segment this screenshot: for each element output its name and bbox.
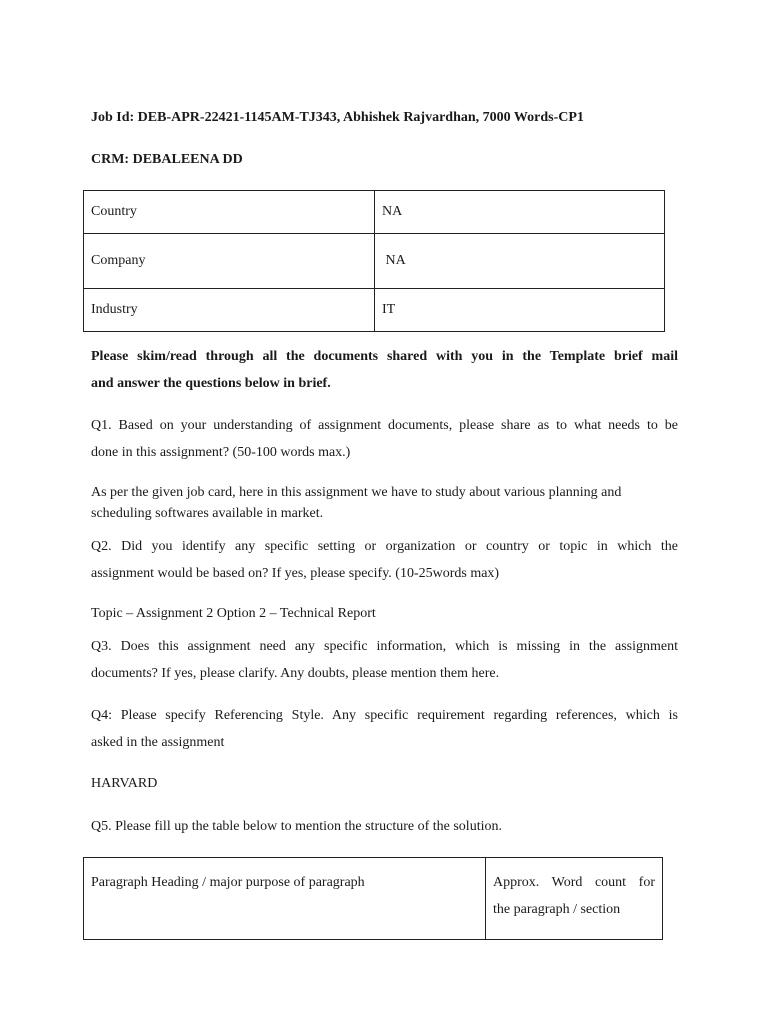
q3-question [91, 633, 678, 687]
company-label: Company [84, 234, 375, 289]
q2-line-2: assignment would be based on? If yes, please specify. (10-25words max) [91, 566, 500, 581]
table-row [84, 289, 665, 332]
industry-label: Industry [84, 289, 375, 332]
q1-answer [91, 482, 678, 524]
structure-col2-header [486, 858, 663, 940]
instructions-paragraph [91, 343, 678, 397]
table-row [84, 858, 663, 940]
country-label: Country [84, 191, 375, 234]
crm-line: CRM: DEBALEENA DD [91, 152, 243, 167]
job-id-line: Job Id: DEB-APR-22421-1145AM-TJ343, Abhishek Rajvardhan, 7000 Words-CP1 [91, 110, 584, 125]
q4-line-2: asked in the assignment [91, 735, 225, 750]
q2-line-1: Q2. Did you identify any specific setting or organization or country or topic in which the [91, 539, 678, 554]
q5-question: Q5. Please fill up the table below to mention the structure of the solution. [91, 819, 502, 834]
q1-line-2: done in this assignment? (50-100 words max.) [91, 445, 351, 460]
q2-answer: Topic – Assignment 2 Option 2 – Technical Report [91, 606, 376, 621]
structure-table [83, 857, 663, 940]
structure-col2-header-line-1: Approx. Word count for [493, 875, 655, 890]
q1-line-1: Q1. Based on your understanding of assignment documents, please share as to what needs to be [91, 418, 678, 433]
q1-answer-line-1: As per the given job card, here in this assignment we have to study about various planning and [91, 485, 622, 500]
structure-col1-header: Paragraph Heading / major purpose of paragraph [84, 858, 486, 940]
q4-line-1: Q4: Please specify Referencing Style. Any specific requirement regarding references, which is [91, 708, 678, 723]
instructions-line-1: Please skim/read through all the documents shared with you in the Template brief mail [91, 349, 678, 364]
company-value: NA [375, 234, 665, 289]
table-row [84, 191, 665, 234]
q1-answer-line-2: scheduling softwares available in market. [91, 506, 324, 521]
q3-line-2: documents? If yes, please clarify. Any doubts, please mention them here. [91, 666, 500, 681]
q2-question [91, 533, 678, 587]
info-table [83, 190, 665, 332]
q3-line-1: Q3. Does this assignment need any specific information, which is missing in the assignment [91, 639, 678, 654]
instructions-line-2: and answer the questions below in brief. [91, 376, 331, 391]
q4-answer: HARVARD [91, 776, 158, 791]
q4-question [91, 702, 678, 756]
country-value: NA [375, 191, 665, 234]
industry-value: IT [375, 289, 665, 332]
table-row [84, 234, 665, 289]
q1-question [91, 412, 678, 466]
structure-col2-header-line-2: the paragraph / section [493, 902, 621, 917]
